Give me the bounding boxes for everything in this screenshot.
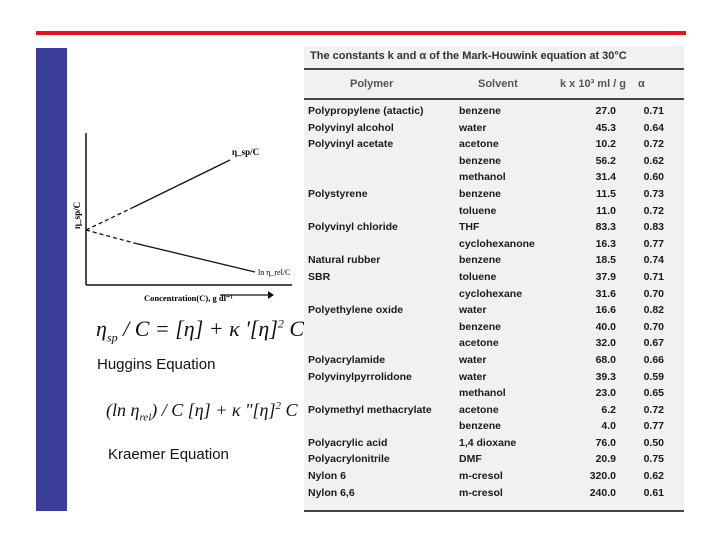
lower-data-line: [134, 243, 255, 272]
header-solvent: Solvent: [478, 78, 518, 90]
table-row: [304, 335, 684, 352]
alpha-cell: 0.64: [643, 121, 664, 134]
solvent-cell: benzene: [459, 254, 502, 267]
table-row: [304, 435, 684, 452]
solvent-cell: methanol: [459, 387, 506, 400]
alpha-cell: 0.62: [643, 154, 664, 167]
k-cell: 83.3: [595, 221, 616, 234]
table-row: [304, 186, 684, 203]
alpha-cell: 0.74: [643, 254, 664, 267]
alpha-cell: 0.71: [643, 270, 664, 283]
k-cell: 31.4: [595, 171, 616, 184]
table-row: [304, 219, 684, 236]
table-row: [304, 269, 684, 286]
alpha-cell: 0.72: [643, 204, 664, 217]
solvent-cell: 1,4 dioxane: [459, 436, 517, 449]
k-cell: 4.0: [601, 420, 616, 433]
upper-extrapolation-line: [86, 207, 134, 230]
table-row: [304, 418, 684, 435]
k-cell: 11.0: [596, 204, 616, 217]
table-row: [304, 286, 684, 303]
solvent-cell: acetone: [459, 403, 499, 416]
alpha-cell: 0.65: [643, 387, 664, 400]
solvent-cell: benzene: [459, 154, 502, 167]
solvent-cell: benzene: [459, 420, 502, 433]
solvent-cell: THF: [459, 221, 480, 234]
k-cell: 31.6: [595, 287, 616, 300]
graph-x-label: Concentration(C), g dl⁻¹: [144, 293, 233, 303]
polymer-cell: Nylon 6,6: [308, 486, 355, 499]
k-cell: 20.9: [595, 453, 616, 466]
solvent-cell: benzene: [459, 105, 502, 117]
polymer-cell: Polymethyl methacrylate: [308, 403, 432, 416]
polymer-cell: Polyvinylpyrrolidone: [308, 370, 412, 383]
k-cell: 16.3: [595, 237, 616, 250]
k-cell: 68.0: [595, 353, 616, 366]
k-cell: 18.5: [595, 254, 616, 267]
table-row: [304, 352, 684, 369]
k-cell: 240.0: [589, 486, 616, 499]
table-row: [304, 203, 684, 220]
upper-line-label: η_sp/C: [232, 147, 260, 157]
alpha-cell: 0.60: [643, 171, 664, 184]
k-cell: 11.5: [596, 187, 616, 200]
table-row: [304, 385, 684, 402]
table-row: [304, 169, 684, 186]
table-row: [304, 236, 684, 253]
k-cell: 32.0: [595, 337, 616, 350]
polymer-cell: Polyacrylamide: [308, 353, 386, 366]
alpha-cell: 0.61: [643, 486, 664, 499]
k-cell: 40.0: [595, 320, 616, 333]
polymer-cell: Natural rubber: [308, 254, 381, 267]
table-row: [304, 402, 684, 419]
polymer-cell: Polypropylene (atactic): [308, 105, 424, 117]
concentration-arrow-head: [268, 291, 274, 299]
alpha-cell: 0.59: [643, 370, 664, 383]
table-row: [304, 468, 684, 485]
polymer-cell: Polyethylene oxide: [308, 304, 404, 317]
header-alpha: α: [638, 78, 645, 90]
table-title: The constants k and α of the Mark-Houwink equation at 30°C: [310, 50, 627, 62]
k-cell: 6.2: [601, 403, 616, 416]
alpha-cell: 0.50: [643, 436, 664, 449]
polymer-cell: Polyvinyl alcohol: [308, 121, 394, 134]
polymer-cell: Polyvinyl chloride: [308, 221, 398, 234]
solvent-cell: toluene: [459, 270, 497, 283]
k-cell: 76.0: [595, 436, 616, 449]
polymer-cell: Polyacrylic acid: [308, 436, 388, 449]
table-row: [304, 485, 684, 502]
alpha-cell: 0.75: [643, 453, 664, 466]
solvent-cell: water: [459, 304, 487, 317]
polymer-cell: Polystyrene: [308, 187, 368, 200]
alpha-cell: 0.67: [643, 337, 664, 350]
blue-side-bar: [36, 48, 67, 511]
polymer-cell: Nylon 6: [308, 470, 346, 483]
header-polymer: Polymer: [350, 78, 394, 90]
mark-houwink-table: [304, 46, 684, 512]
alpha-cell: 0.70: [643, 320, 664, 333]
alpha-cell: 0.70: [643, 287, 664, 300]
header-k: k x 10³ ml / g: [560, 78, 627, 90]
alpha-cell: 0.72: [643, 403, 664, 416]
polymer-cell: Polyvinyl acetate: [308, 138, 394, 151]
solvent-cell: m-cresol: [459, 470, 503, 483]
table-top-rule: [304, 68, 684, 70]
solvent-cell: m-cresol: [459, 486, 503, 499]
table-row: [304, 136, 684, 153]
table-row: [304, 302, 684, 319]
solvent-cell: benzene: [459, 320, 502, 333]
k-cell: 23.0: [595, 387, 616, 400]
table-header-rule: [304, 98, 684, 100]
upper-data-line: [134, 160, 230, 207]
table-row: [304, 252, 684, 269]
lower-line-label: ln η_rel/C: [258, 268, 291, 277]
k-cell: 56.2: [595, 154, 616, 167]
solvent-cell: water: [459, 353, 487, 366]
table-body: [304, 103, 684, 501]
solvent-cell: water: [459, 121, 487, 134]
solvent-cell: acetone: [459, 337, 499, 350]
lower-extrapolation-line: [86, 230, 134, 243]
alpha-cell: 0.62: [643, 470, 664, 483]
alpha-cell: 0.77: [643, 420, 664, 433]
graph-y-label: η_sp/C: [72, 201, 82, 229]
k-cell: 39.3: [595, 370, 616, 383]
k-cell: 37.9: [595, 270, 616, 283]
polymer-cell: Polyacrylonitrile: [308, 453, 390, 466]
solvent-cell: acetone: [459, 138, 499, 151]
viscosity-graph: [70, 125, 295, 305]
solvent-cell: benzene: [459, 187, 502, 200]
polymer-cell: SBR: [308, 270, 331, 283]
table-row: [304, 451, 684, 468]
alpha-cell: 0.83: [643, 221, 664, 234]
alpha-cell: 0.72: [643, 138, 664, 151]
alpha-cell: 0.71: [643, 105, 664, 117]
table-row: [304, 103, 684, 120]
huggins-equation: $\eta_{sp} / C = [\eta] + \kappa$ '$[\eta]^2$ C: [96, 316, 305, 345]
table-row: [304, 120, 684, 137]
solvent-cell: cyclohexane: [459, 287, 523, 300]
k-cell: 16.6: [595, 304, 616, 317]
solvent-cell: DMF: [459, 453, 482, 466]
solvent-cell: methanol: [459, 171, 506, 184]
alpha-cell: 0.77: [643, 237, 664, 250]
solvent-cell: toluene: [459, 204, 497, 217]
table-row: [304, 153, 684, 170]
huggins-equation-label: Huggins Equation: [97, 356, 216, 373]
alpha-cell: 0.82: [643, 304, 664, 317]
table-row: [304, 319, 684, 336]
solvent-cell: water: [459, 370, 487, 383]
k-cell: 45.3: [595, 121, 616, 134]
red-accent-line: [36, 31, 686, 35]
table-bottom-rule: [304, 510, 684, 512]
kraemer-equation: (ln $\eta_{rel}$) / C [η] + κ "$[\eta]^2$ C: [106, 400, 298, 424]
k-cell: 320.0: [589, 470, 616, 483]
k-cell: 10.2: [595, 138, 616, 151]
alpha-cell: 0.73: [643, 187, 664, 200]
k-cell: 27.0: [595, 105, 616, 117]
table-row: [304, 369, 684, 386]
alpha-cell: 0.66: [643, 353, 664, 366]
solvent-cell: cyclohexanone: [459, 237, 535, 250]
kraemer-equation-label: Kraemer Equation: [108, 446, 229, 463]
